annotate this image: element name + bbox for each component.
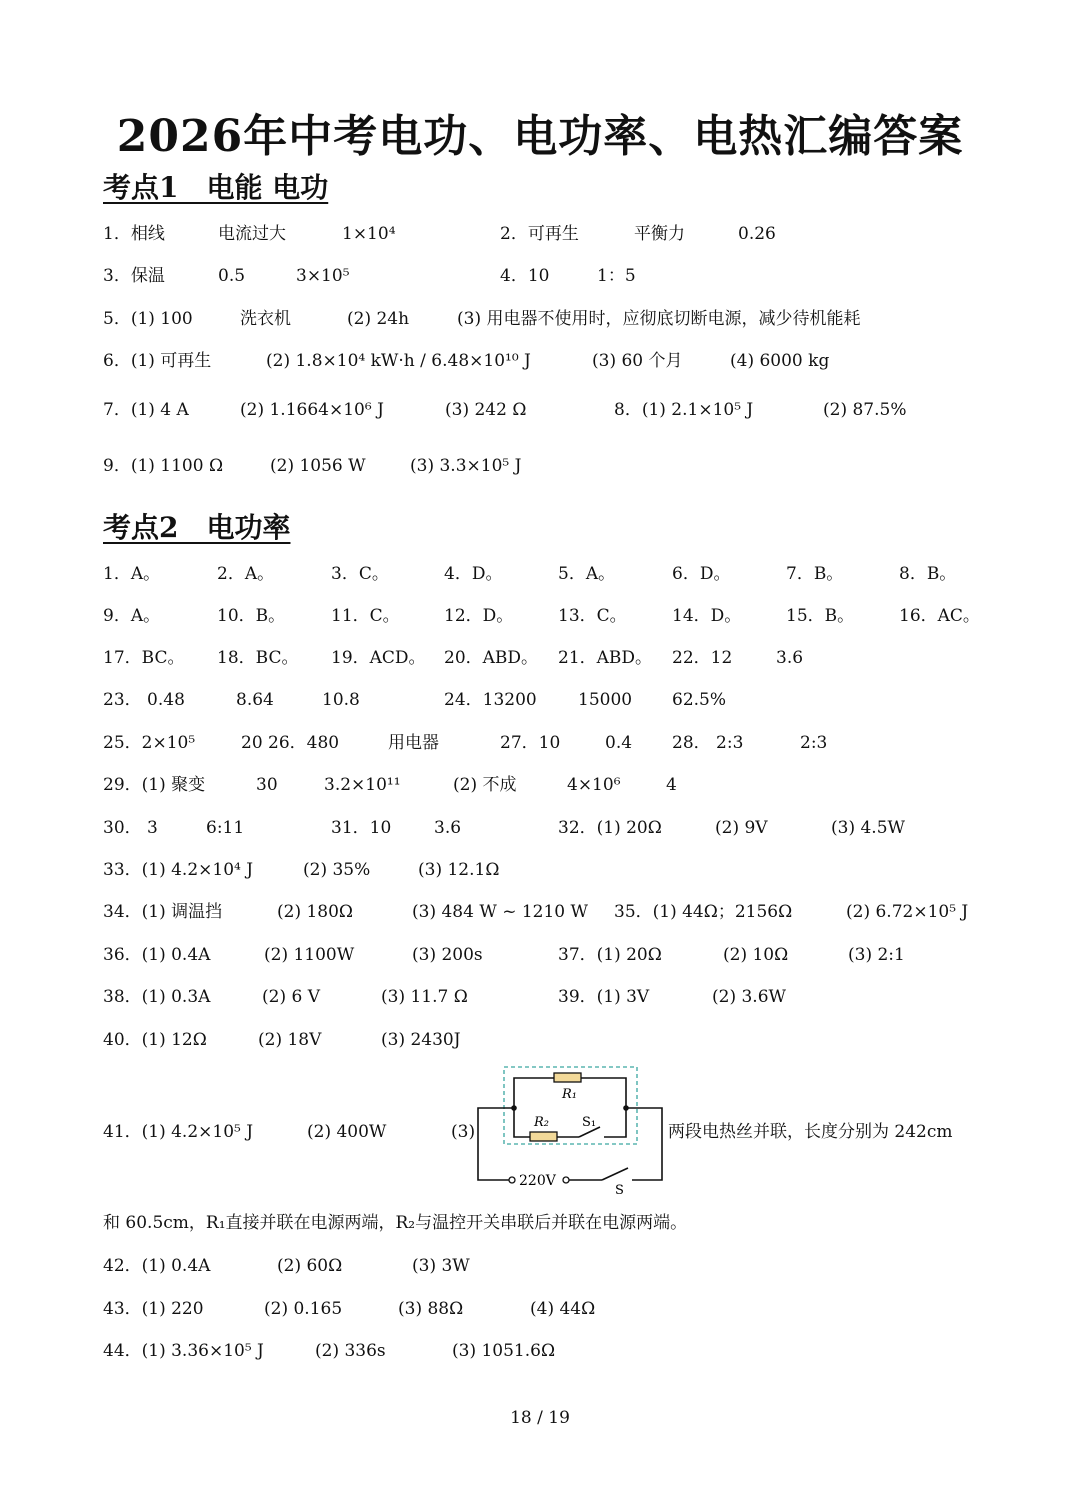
answer-row xyxy=(0,644,1080,672)
answer-text: 12．D。 xyxy=(444,606,514,626)
answer-text: 17．BC。 xyxy=(103,648,185,668)
answer-row xyxy=(0,452,1080,480)
answer-text: 43．(1) 220 xyxy=(103,1299,204,1319)
answer-text: (2) 1056 W xyxy=(270,456,366,476)
answer-text: 22．12 xyxy=(672,648,733,668)
switch-s xyxy=(602,1168,628,1180)
answer-row xyxy=(0,560,1080,588)
answer-text: 3.6 xyxy=(776,648,804,668)
answer-row xyxy=(0,814,1080,842)
answer-text: 10.8 xyxy=(322,690,360,710)
answer-row xyxy=(0,347,1080,375)
answer-row xyxy=(0,898,1080,926)
answer-text: (2) 1.1664×10⁶ J xyxy=(240,400,384,420)
answer-text: 8.64 xyxy=(236,690,274,710)
answer-text: 4×10⁶ xyxy=(567,775,621,795)
answer-text: (3) 242 Ω xyxy=(445,400,527,420)
page-title: 2026年中考电功、电功率、电热汇编答案 xyxy=(116,111,964,162)
answer-text: (2) 87.5% xyxy=(823,400,907,420)
answer-text: 7．(1) 4 A xyxy=(103,400,189,420)
s-label: S xyxy=(615,1183,624,1194)
answer-text: 38．(1) 0.3A xyxy=(103,987,211,1007)
answer-text: 14．D。 xyxy=(672,606,742,626)
answer-text: 21．ABD。 xyxy=(558,648,653,668)
answer-text: (2) 400W xyxy=(307,1122,387,1142)
answer-text: (3) 88Ω xyxy=(398,1299,464,1319)
answer-row xyxy=(0,1295,1080,1323)
answer-text: (2) 336s xyxy=(315,1341,386,1361)
answer-text: 3×10⁵ xyxy=(296,266,350,286)
voltage-label: 220V xyxy=(519,1173,556,1189)
answer-row xyxy=(0,729,1080,757)
answer-text: 42．(1) 0.4A xyxy=(103,1256,211,1276)
answer-text: 1：5 xyxy=(597,266,636,286)
answer-text: 3.6 xyxy=(434,818,462,838)
answer-text: (2) 180Ω xyxy=(277,902,354,922)
answer-text: 29．(1) 聚变 xyxy=(103,775,206,795)
answer-text: (2) 9V xyxy=(715,818,768,838)
answer-text: 13．C。 xyxy=(558,606,627,626)
answer-text: 30 xyxy=(256,775,278,795)
answer-text: 6．D。 xyxy=(672,564,731,584)
answer-row xyxy=(0,1026,1080,1054)
answer-text: (3) 200s xyxy=(412,945,483,965)
s1-label: S₁ xyxy=(582,1115,597,1130)
circuit-diagram xyxy=(474,1064,674,1194)
answer-text: (2) 1.8×10⁴ kW·h / 6.48×10¹⁰ J xyxy=(266,351,531,371)
answer-text: 8．(1) 2.1×10⁵ J xyxy=(614,400,754,420)
answer-text: 15000 xyxy=(578,690,633,710)
answer-text: (2) 1100W xyxy=(264,945,355,965)
answer-text: 31．10 xyxy=(331,818,392,838)
answer-row xyxy=(0,396,1080,424)
answer-text: 32．(1) 20Ω xyxy=(558,818,662,838)
answer-row xyxy=(0,1252,1080,1280)
answer-text: (3) 12.1Ω xyxy=(418,860,500,880)
answer-text: 2．A。 xyxy=(217,564,275,584)
answer-text: 40．(1) 12Ω xyxy=(103,1030,207,1050)
answer-row xyxy=(0,686,1080,714)
answer-text: 两段电热丝并联，长度分别为 242cm xyxy=(668,1122,953,1142)
answer-text: 20．ABD。 xyxy=(444,648,539,668)
answer-text: 4．10 xyxy=(500,266,550,286)
answer-row xyxy=(0,771,1080,799)
answer-text: (2) 6.72×10⁵ J xyxy=(846,902,969,922)
answer-text: 34．(1) 调温挡 xyxy=(103,902,223,922)
answer-text: 7．B。 xyxy=(786,564,844,584)
answer-text: 6．(1) 可再生 xyxy=(103,351,212,371)
answer-text: 3.2×10¹¹ xyxy=(324,775,401,795)
answer-text: 5．A。 xyxy=(558,564,616,584)
answer-text: 25．2×10⁵ xyxy=(103,733,196,753)
answer-text: 0.26 xyxy=(738,224,776,244)
answer-text: (3) 484 W ~ 1210 W xyxy=(412,902,589,922)
answer-row xyxy=(0,1337,1080,1365)
answer-row xyxy=(0,941,1080,969)
answer-text: 9．(1) 1100 Ω xyxy=(103,456,224,476)
answer-text: (2) 35% xyxy=(303,860,371,880)
answer-text: 62.5% xyxy=(672,690,727,710)
answer-row xyxy=(0,983,1080,1011)
answer-text: (2) 6 V xyxy=(262,987,320,1007)
resistor-r2 xyxy=(530,1132,557,1141)
answer-text: 35．(1) 44Ω；2156Ω xyxy=(614,902,793,922)
answer-text: 15．B。 xyxy=(786,606,855,626)
answer-text: (3) 2430J xyxy=(381,1030,461,1050)
answer-text: 5．(1) 100 xyxy=(103,309,193,329)
answer-text: 27．10 xyxy=(500,733,561,753)
answer-text: 6:11 xyxy=(206,818,245,838)
answer-text: 平衡力 xyxy=(634,224,685,244)
answer-text: (2) 60Ω xyxy=(277,1256,343,1276)
answer-text: 18．BC。 xyxy=(217,648,299,668)
answer-text: 37．(1) 20Ω xyxy=(558,945,662,965)
section-heading-2: 考点2 电功率 xyxy=(103,511,291,544)
answer-text: 用电器 xyxy=(388,733,439,753)
answer-row xyxy=(0,602,1080,630)
answer-text: 41．(1) 4.2×10⁵ J xyxy=(103,1122,254,1142)
answer-row xyxy=(0,262,1080,290)
answer-text: 24．13200 xyxy=(444,690,537,710)
answer-text: (3) 2:1 xyxy=(848,945,905,965)
answer-text: (3) 60 个月 xyxy=(592,351,683,371)
answer-text: 16．AC。 xyxy=(899,606,980,626)
answer-text: (2) 3.6W xyxy=(712,987,786,1007)
answer-text: 洗衣机 xyxy=(240,309,291,329)
answer-text: (3) xyxy=(451,1122,476,1142)
answer-text: 9．A。 xyxy=(103,606,161,626)
answer-text: 4 xyxy=(666,775,677,795)
answer-text: 30． 3 xyxy=(103,818,158,838)
answer-text: (4) 44Ω xyxy=(530,1299,596,1319)
answer-text: (2) 0.165 xyxy=(264,1299,343,1319)
answer-text: 1×10⁴ xyxy=(342,224,396,244)
answer-row xyxy=(0,856,1080,884)
answer-text: 36．(1) 0.4A xyxy=(103,945,211,965)
answer-text: 33．(1) 4.2×10⁴ J xyxy=(103,860,254,880)
answer-text: (3) 1051.6Ω xyxy=(452,1341,556,1361)
answer-text: (3) 3.3×10⁵ J xyxy=(410,456,522,476)
answer-text: 2:3 xyxy=(800,733,828,753)
answer-text: 11．C。 xyxy=(331,606,400,626)
answer-text: 39．(1) 3V xyxy=(558,987,650,1007)
answer-row xyxy=(0,305,1080,333)
page-number: 18 / 19 xyxy=(510,1408,570,1428)
answer-text: 电流过大 xyxy=(218,224,286,244)
answer-text: 8．B。 xyxy=(899,564,957,584)
answer-row xyxy=(0,220,1080,248)
answer-text: 3．保温 xyxy=(103,266,165,286)
answer-text: 0.4 xyxy=(605,733,633,753)
answer-text: (2) 18V xyxy=(258,1030,322,1050)
answer-text: (3) 用电器不使用时，应彻底切断电源，减少待机能耗 xyxy=(457,309,861,329)
answer-text: (3) 4.5W xyxy=(831,818,905,838)
answer-text: 2．可再生 xyxy=(500,224,579,244)
answer-text: (2) 不成 xyxy=(453,775,517,795)
answer-text: (3) 11.7 Ω xyxy=(381,987,468,1007)
answer-text: 23． 0.48 xyxy=(103,690,185,710)
answer-text: 10．B。 xyxy=(217,606,286,626)
answer-text: 1．A。 xyxy=(103,564,161,584)
answer-text: (2) 24h xyxy=(347,309,410,329)
answer-text: (2) 10Ω xyxy=(723,945,789,965)
answer-text: 3．C。 xyxy=(331,564,389,584)
answer-text: (3) 3W xyxy=(412,1256,470,1276)
answer-41-continuation: 和 60.5cm，R₁直接并联在电源两端，R₂与温控开关串联后并联在电源两端。 xyxy=(103,1213,688,1233)
answer-text: (4) 6000 kg xyxy=(730,351,830,371)
answer-text: 19．ACD。 xyxy=(331,648,426,668)
answer-text: 20 26．480 xyxy=(241,733,340,753)
r1-label: R₁ xyxy=(562,1087,577,1102)
answer-text: 4．D。 xyxy=(444,564,503,584)
answer-text: 44．(1) 3.36×10⁵ J xyxy=(103,1341,264,1361)
resistor-r1 xyxy=(554,1073,581,1082)
answer-text: 1．相线 xyxy=(103,224,165,244)
answer-text: 0.5 xyxy=(218,266,246,286)
r2-label: R₂ xyxy=(534,1115,549,1130)
section-heading-1: 考点1 电能 电功 xyxy=(103,171,329,204)
answer-text: 28． 2:3 xyxy=(672,733,744,753)
